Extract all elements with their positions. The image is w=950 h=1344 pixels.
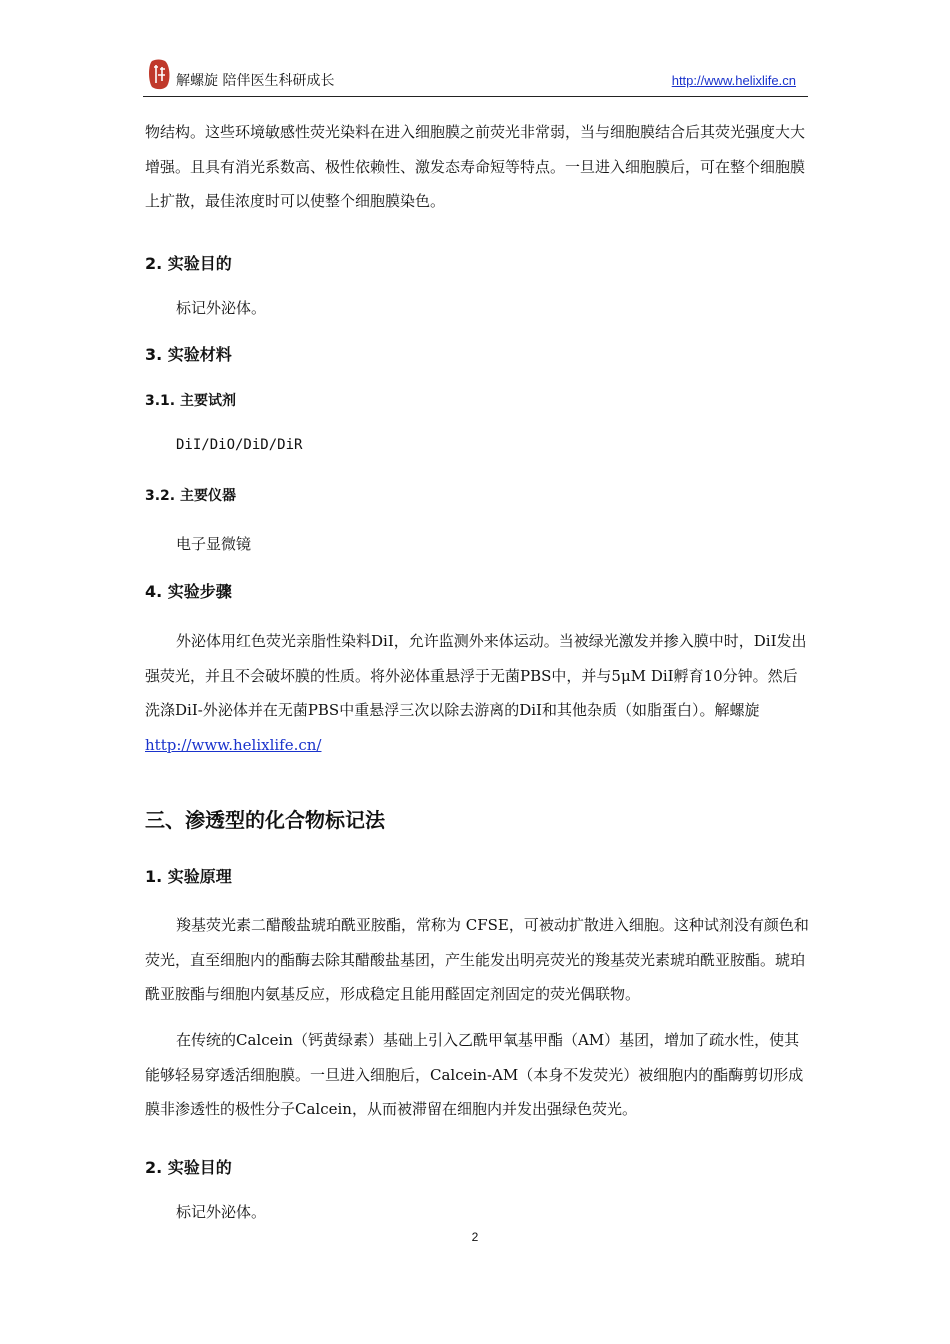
section-3-1-title: 3.1. 主要试剂 [145,393,236,409]
part-3-title: 三、渗透型的化合物标记法 [145,808,385,832]
section-2-text: 标记外泌体。 [176,299,267,317]
page-number: 2 [471,1230,479,1244]
page-header [143,58,808,97]
section-2-title: 2. 实验目的 [145,254,232,273]
principle-title: 1. 实验原理 [145,867,232,886]
reagents-list: DiI/DiO/DiD/DiR [176,437,303,453]
purpose-title: 2. 实验目的 [145,1158,232,1177]
intro-paragraph: 物结构。这些环境敏感性荧光染料在进入细胞膜之前荧光非常弱，当与细胞膜结合后其荧光强度大大增强。且具有消光系数高、极性依赖性、激发态寿命短等特点。一旦进入细胞膜后，可在整个细胞膜上扩散，最佳浓度时可以使整个细胞膜染色。 [145,123,806,210]
purpose-text: 标记外泌体。 [176,1203,267,1221]
helixlife-link[interactable]: http://www.helixlife.cn/ [145,735,322,754]
section-3-title: 3. 实验材料 [145,345,232,364]
section-4-text: 外泌体用红色荧光亲脂性染料DiI，允许监测外来体运动。当被绿光激发并掺入膜中时，DiI发出强荧光，并且不会破坏膜的性质。将外泌体重悬浮于无菌PBS中，并与5μM DiI孵育10分钟。然后洗涤DiI-外泌体并在无菌PBS中重悬浮三次以除去游离的DiI和其他杂质（如脂蛋白）。解螺旋 [145,632,807,719]
section-3-2-title: 3.2. 主要仪器 [145,488,236,504]
section-4-title: 4. 实验步骤 [145,582,232,601]
brand-slogan: 解螺旋 陪伴医生科研成长 [176,73,335,89]
instrument-text: 电子显微镜 [176,535,252,553]
principle-paragraph-1: 羧基荧光素二醋酸盐琥珀酰亚胺酯，常称为 CFSE，可被动扩散进入细胞。这种试剂没有颜色和荧光，直至细胞内的酯酶去除其醋酸盐基团，产生能发出明亮荧光的羧基荧光素琥珀酰亚胺酯。琥珀酰亚胺酯与细胞内氨基反应，形成稳定且能用醛固定剂固定的荧光偶联物。 [145,916,809,1003]
section-4-paragraph [145,624,810,762]
helix-seal-logo-icon [146,59,172,91]
header-site-link[interactable]: http://www.helixlife.cn [671,73,796,88]
principle-paragraph-2: 在传统的Calcein（钙黄绿素）基础上引入乙酰甲氧基甲酯（AM）基团，增加了疏水性，使其能够轻易穿透活细胞膜。一旦进入细胞后，Calcein-AM（本身不发荧光）被细胞内的酯酶剪切形成膜非渗透性的极性分子Calcein，从而被滞留在细胞内并发出强绿色荧光。 [145,1031,804,1118]
